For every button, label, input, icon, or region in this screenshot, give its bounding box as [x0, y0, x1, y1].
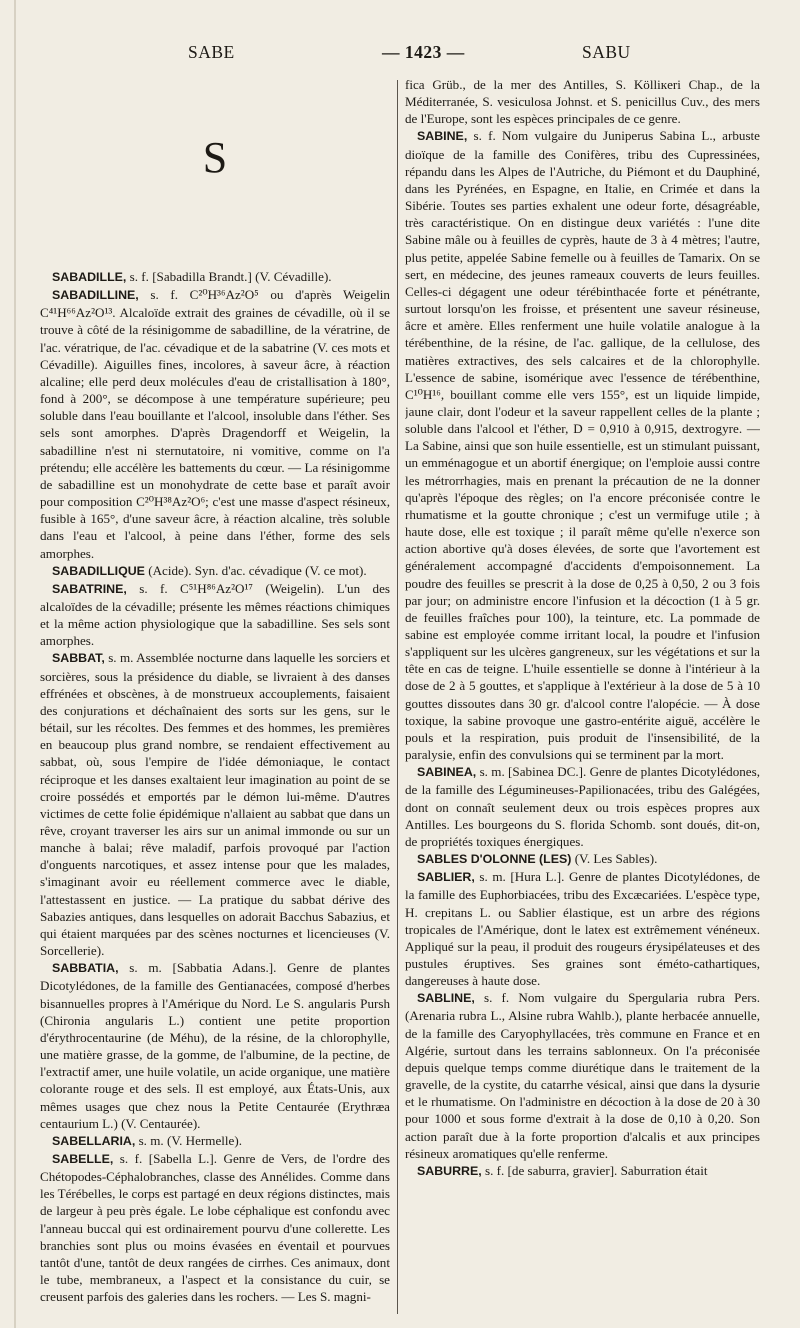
dictionary-entry: [40, 268, 390, 286]
entry-definition: s. f. [Sabella L.]. Genre de Vers, de l'ordre des Chétopodes-Céphalobranches, classe des Annélides. Comme dans les Térébelles, le corps est partagé en deux régions distinctes, mais de largeur à peu près égale. Le lobe céphalique est confondu avec l'anneau buccal qui est ordinairement pourvu d'une collerette. Les branchies sont plus ou moins évasées en éventail et pourvues tantôt d'une, tantôt de deux rangées de cirrhes. Ces animaux, dont le tube, membraneux, a l'aspect et la consistance du cuir, se creusent parfois des galeries dans les rochers. — Les S. magni-: [40, 1150, 390, 1305]
entry-definition: (V. Les Sables).: [574, 851, 658, 867]
entry-headword: SABELLE,: [52, 1151, 114, 1166]
header-last-word: SABU: [582, 42, 631, 62]
entry-headword: SABBAT,: [52, 651, 105, 666]
entry-definition: s. f. C⁵¹H⁸⁶Az²O¹⁷ (Weigelin). L'un des alcaloïdes de la cévadille; présente les mêmes réactions chimiques et la même action physiologique que la sabadilline. Ses sels sont amorphes.: [40, 580, 390, 649]
dictionary-entry: [40, 1132, 390, 1150]
entry-headword: SABLINE,: [417, 991, 475, 1006]
page-number: — 1423 —: [382, 42, 465, 62]
dictionary-entry: [40, 562, 390, 580]
entry-headword: SABATRINE,: [52, 581, 127, 596]
dictionary-entry: [40, 1150, 390, 1305]
entry-headword: SABADILLINE,: [52, 288, 139, 303]
entry-headword: SABADILLE,: [52, 270, 127, 284]
entry-definition: s. m. Assemblée nocturne dans laquelle les sorciers et sorcières, sous la présidence du diable, se livraient à des danses effrénées et obscènes, à de monstrueux accouplements, faisaient des conjurations et déchaînaient des sorts sur les gens, sur le bétail, sur les récoltes. Des femmes et des hommes, les premières en beaucoup plus grand nombre, se rendaient effectivement au sabbat, où, sous l'empire de l'idée démoniaque, le contact réciproque et les danses exaltaient leur imagination au point de se croire possédés et emportés par le démon lui-même. D'autres victimes de cette folie épidémique n'allaient au sabbat que dans un rêve, croyant traverser les airs sur un animal immonde ou sur un manche à balai; rêve maladif, parfois provoqué par l'action d'onguents narcotiques, et assez intense pour que les malades, s'imaginant avoir eu réellement commerce avec le diable, l'attestassent en justice. — La pratique du sabbat dérive des Sabazies antiques, dans lesquelles on adorait Bacchus Sabazius, et qui étaient marquées par des scènes nocturnes et licencieuses (V. Sorcellerie).: [40, 650, 390, 959]
entry-definition: s. f. Nom vulgaire du Juniperus Sabina L., arbuste dioïque de la famille des Conifères, tribu des Cupressinées, répandu dans les Alpes de l'Autriche, du Piémont et du Dauphiné, dans les Pyrénées, en Espagne, en Italie, en Crimée et dans la Sibérie. Toutes ses parties exhalent une odeur forte, désagréable, très caractéristique. On en distingue deux variétés : l'une dite Sabine mâle ou à feuilles de cyprès, haute de 3 à 4 mètres; l'autre, plus petite, appelée Sabine femelle ou à feuilles de Tamarix. On se sert, en médecine, des jeunes rameaux couverts de leurs feuilles. Celles-ci dégagent une odeur térébinthacée forte et pénétrante, surtout lorsqu'on les froisse, et présentent une saveur résineuse, âcre et amère. Elles renferment une huile volatile analogue à la térébenthine, de la résine, de l'ac. gallique, de la cellulose, des matières extractives, des sels calcaires et de la chlorophylle. L'essence de sabine, isomérique avec l'essence de térébenthine, C¹⁰H¹⁶, bouillant comme elle vers 155°, est un liquide limpide, jaune clair, dont l'odeur et la saveur rappellent celles de la plante ; soluble dans l'alcool et l'éther, D = 0,910 à 0,915, dextrogyre. — La Sabine, ainsi que son huile essentielle, est un stimulant puissant, un emménagogue et un abortif énergique; on l'emploie aussi contre les métrorrhagies, mais en prenant la précaution de ne la donner qu'après l'époque des règles; on l'a encore préconisée contre le rhumatisme et la goutte chronique ; c'est un vermifuge utile ; à haute dose, elle est toxique ; il paraît même qu'elle n'exerce son action abortive qu'à doses élevées, de sorte que l'avortement est généralement accompagné d'accidents d'empoisonnement. La poudre des feuilles se prescrit à la dose de 0,25 à 0,50, 2 ou 3 fois par jour; on administre encore l'infusion et la décoction (1 à 5 gr. de feuilles fraîches pour 100), la teinture, etc. La pommade de sabine est employée comme irritant local, la poudre et l'infusion s'appliquent sur les ulcères gangreneux, sur les végétations et sur la tête en cas de teigne. L'huile essentielle se donne à l'intérieur à la dose de 2 à 5 gouttes, et s'applique à l'extérieur à la dose de 5 à 10 gouttes dissoutes dans 30 gr. d'alcool contre l'alopécie. — À dose toxique, la sabine provoque une gastro-entérite aiguë, accélère le pouls et la respiration, puis produit de l'insensibilité, de la paralysie, enfin des convulsions qui se terminent par la mort.: [405, 128, 760, 763]
left-column: [40, 76, 390, 1316]
entry-headword: SABBATIA,: [52, 961, 119, 976]
header-first-word: SABE: [188, 42, 235, 62]
dictionary-entry: [405, 127, 760, 763]
dictionary-entry: [405, 1162, 760, 1180]
entry-headword: SABURRE,: [417, 1163, 482, 1178]
entry-headword: SABINE,: [417, 129, 468, 144]
dictionary-entry: [40, 580, 390, 650]
entry-definition: s. f. Nom vulgaire du Spergularia rubra Pers. (Arenaria rubra L., Alsine rubra Wahlb.), plante herbacée annuelle, de la famille des Caryophyllacées, très commune en France et en Algérie, surtout dans les terrains sablonneux. On l'a préconisée depuis quelque temps comme diurétique dans le traitement de la gravelle, de la cystite, du catarrhe vésical, ainsi que dans la dysurie et le rhumatisme. On l'administre en décoction à la dose de 20 à 30 pour 1000 et sous forme d'extrait à la dose de 0,10 à 0,20. Son action paraît due à la forte proportion d'alcalis et aux principes résineux aromatiques qu'elle renferme.: [405, 990, 760, 1161]
entry-headword: SABLIER,: [417, 870, 475, 885]
dictionary-entry: [40, 649, 390, 959]
entry-headword: SABELLARIA,: [52, 1133, 136, 1148]
dictionary-entry: [405, 868, 760, 989]
page-binding-edge: [14, 0, 16, 1328]
right-column: [405, 76, 760, 1316]
entry-continuation: fica Grüb., de la mer des Antilles, S. Kölliкeri Chap., de la Méditerranée, S. vesiculosa Johnst. et S. penicillus Cuv., des mers de l'Europe, sont les espèces principales de ce genre.: [405, 77, 760, 127]
entry-headword: SABLES D'OLONNE (LES): [417, 852, 572, 867]
left-entries: [40, 268, 390, 1305]
dictionary-entry: [405, 850, 760, 868]
dictionary-entry: [40, 959, 390, 1132]
right-entries: [405, 127, 760, 1180]
entry-definition: s. m. [Sabinea DC.]. Genre de plantes Dicotylédones, de la famille des Légumineuses-Papilionacées, tribu des Galégées, dont on connaît seulement deux ou trois espèces propres aux Antilles. Les bourgeons du S. florida Schomb. sont doués, dit-on, de propriétés toxiques énergiques.: [405, 764, 760, 849]
entry-definition: (Acide). Syn. d'ac. cévadique (V. ce mot).: [148, 562, 367, 578]
column-divider: [397, 80, 398, 1314]
entry-headword: SABADILLIQUE: [52, 563, 145, 578]
entry-definition: s. m. (V. Hermelle).: [138, 1132, 242, 1148]
entry-definition: s. m. [Hura L.]. Genre de plantes Dicotylédones, de la famille des Euphorbiacées, tribu des Excæcariées. L'espèce type, H. crepitans L. ou Sablier élastique, est un arbre des régions tropicales de l'Amérique, dont le latex est extrêmement vénéneux. Appliqué sur la peau, il produit des rougeurs érysipélateuses et des pustules éruptives. Ses graines sont éméto-cathartiques, dangereuses à haute dose.: [405, 869, 760, 989]
dictionary-entry: [40, 286, 390, 562]
entry-definition: s. f. [Sabadilla Brandt.] (V. Cévadille).: [129, 269, 332, 284]
entry-headword: SABINEA,: [417, 765, 477, 780]
section-letter: S: [202, 133, 228, 182]
dictionary-entry: [405, 763, 760, 850]
entry-definition: s. f. [de saburra, gravier]. Saburration était: [485, 1162, 708, 1178]
running-head: [40, 42, 780, 72]
entry-definition: s. f. C²⁰H³⁶Az²O⁵ ou d'après Weigelin C⁴¹H⁶⁶Az²O¹³. Alcaloïde extrait des graines de cévadille, où il se trouve à côté de la résinigomme de sabadilline, de la vératrine, de l'ac. vératrique, de l'ac. cévadique et de la sabatrine (V. ces mots et Cévadille). Aiguilles fines, incolores, à saveur âcre, à réaction alcaline; elle perd deux molécules d'eau de cristallisation à 180°, fond à 200°, se décompose à une température supérieure; peu soluble dans l'eau bouillante et l'alcool, insoluble dans l'éther. Ses sels sont amorphes. D'après Dragendorff et Weigelin, la sabadilline n'est ni sternutatoire, ni vomitive, comme on l'a prétendu; elle accélère les battements du cœur. — La résinigomme de sabadilline est un monohydrate de cette base et paraît avoir pour composition C²⁰H³⁸Az²O⁶; c'est une masse d'aspect résineux, fusible à 165°, d'une saveur âcre, à réaction alcaline, très soluble dans l'eau et l'alcool, à peine dans l'éther, forme des sels amorphes.: [40, 287, 390, 561]
dictionary-entry: [405, 989, 760, 1162]
entry-definition: s. m. [Sabbatia Adans.]. Genre de plantes Dicotylédones, de la famille des Gentianacées, composé d'herbes bisannuelles propres à l'Amérique du Nord. Le S. angularis Pursh (Chironia angularis L.) contient une petite proportion d'érythrocentaurine (de Méhu), de la résine, de la chlorophylle, une matière grasse, de la gomme, de l'albumine, de la pectine, de l'extractif amer, une huile volatile, un acide organique, une matière colorante rouge et des sels. Il est employé, aux États-Unis, aux mêmes usages que chez nous la Petite Centaurée (Erythræa centaurium L.) (V. Centaurée).: [40, 960, 390, 1131]
